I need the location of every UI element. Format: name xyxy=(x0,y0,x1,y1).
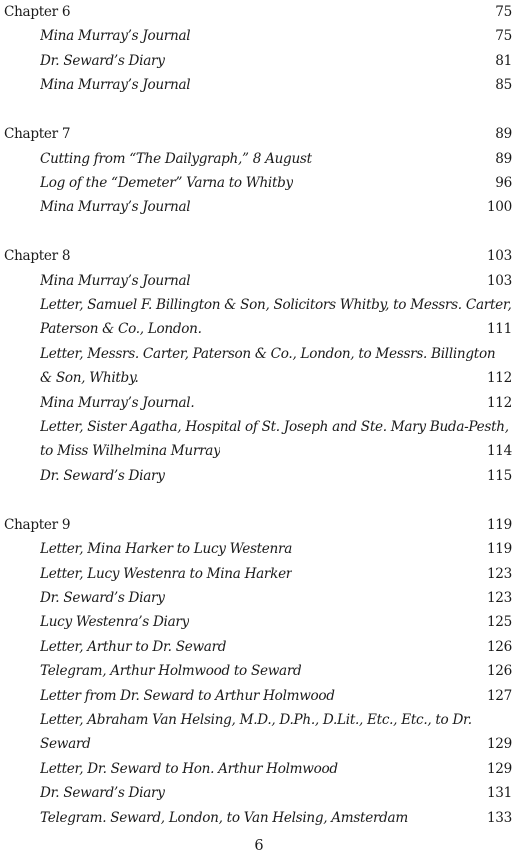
toc-entry-line[interactable] xyxy=(4,659,512,683)
entry-title: Paterson & Co., London. xyxy=(40,321,202,338)
entry-title: Mina Murray’s Journal xyxy=(40,77,191,94)
entry-page: 131 xyxy=(486,785,512,802)
entry-page: 123 xyxy=(486,589,512,606)
entry-page: 114 xyxy=(486,443,512,460)
entry-title: & Son, Whitby. xyxy=(40,370,139,387)
entry-page: 129 xyxy=(486,736,512,753)
entry-title: Letter, Messrs. Carter, Paterson & Co., London, to Messrs. Billington xyxy=(40,345,496,362)
entry-page: 89 xyxy=(495,150,512,167)
entry-title: Telegram. Seward, London, to Van Helsing, Amsterdam xyxy=(40,809,408,826)
entry-title: Mina Murray’s Journal. xyxy=(40,394,195,411)
entry-page: 112 xyxy=(486,370,512,387)
entry-title: to Miss Wilhelmina Murray xyxy=(40,443,221,460)
entry-title: Letter, Dr. Seward to Hon. Arthur Holmwood xyxy=(40,760,338,777)
toc-entry-line[interactable] xyxy=(4,439,512,463)
entry-title: Letter, Lucy Westenra to Mina Harker xyxy=(40,565,293,582)
entry-title: Letter, Samuel F. Billington & Son, Solicitors Whitby, to Messrs. Carter, xyxy=(40,297,512,314)
toc-entry-line[interactable] xyxy=(4,537,512,561)
entry-title: Mina Murray’s Journal xyxy=(40,199,191,216)
toc-entry-line[interactable] xyxy=(4,415,512,439)
toc-entry-line[interactable] xyxy=(4,147,512,171)
chapter-title: Chapter 7 xyxy=(4,126,71,143)
chapter-title: Chapter 8 xyxy=(4,248,71,265)
entry-page: 100 xyxy=(486,199,512,216)
toc-entry-line[interactable] xyxy=(4,562,512,586)
toc-entry-line[interactable] xyxy=(4,342,512,366)
toc-entry-line[interactable] xyxy=(4,366,512,390)
chapter-page: 103 xyxy=(486,248,512,265)
toc-entry-line[interactable] xyxy=(4,635,512,659)
toc-entry-line[interactable] xyxy=(4,269,512,293)
entry-title: Mina Murray’s Journal xyxy=(40,28,191,45)
chapter-page: 89 xyxy=(495,126,512,143)
toc-entry-line[interactable] xyxy=(4,171,512,195)
toc-entry-line[interactable] xyxy=(4,464,512,488)
entry-page: 125 xyxy=(486,614,512,631)
chapter-title: Chapter 9 xyxy=(4,516,71,533)
chapter-block xyxy=(4,244,512,488)
chapter-block xyxy=(4,513,512,830)
page-number: 6 xyxy=(254,838,264,854)
entry-title: Dr. Seward’s Diary xyxy=(40,589,165,606)
entry-title: Letter, Abraham Van Helsing, M.D., D.Ph., D.Lit., Etc., Etc., to Dr. xyxy=(40,711,472,728)
entry-title: Seward xyxy=(40,736,91,753)
entry-page: 115 xyxy=(486,467,512,484)
entry-title: Dr. Seward’s Diary xyxy=(40,467,165,484)
toc-entry-line[interactable] xyxy=(4,757,512,781)
entry-page: 119 xyxy=(486,541,512,558)
entry-title: Letter from Dr. Seward to Arthur Holmwood xyxy=(40,687,335,704)
toc-entry-line[interactable] xyxy=(4,317,512,341)
toc-entry-line[interactable] xyxy=(4,781,512,805)
toc-entry-line[interactable] xyxy=(4,24,512,48)
chapter-page: 75 xyxy=(495,4,512,20)
toc-entry-line[interactable] xyxy=(4,684,512,708)
toc-entry-line[interactable] xyxy=(4,391,512,415)
entry-page: 75 xyxy=(495,28,512,45)
entry-page: 103 xyxy=(486,272,512,289)
chapter-block xyxy=(4,122,512,220)
chapter-heading[interactable] xyxy=(4,244,512,268)
toc-entry-line[interactable] xyxy=(4,806,512,830)
entry-page: 85 xyxy=(495,77,512,94)
entry-title: Letter, Sister Agatha, Hospital of St. Joseph and Ste. Mary Buda-Pesth, xyxy=(40,419,509,436)
entry-page: 81 xyxy=(495,52,512,69)
entry-page: 129 xyxy=(486,760,512,777)
entry-title: Log of the “Demeter” Varna to Whitby xyxy=(40,174,293,191)
toc-entry-line[interactable] xyxy=(4,73,512,97)
toc-entry-line[interactable] xyxy=(4,708,512,732)
toc-entry-line[interactable] xyxy=(4,49,512,73)
entry-title: Dr. Seward’s Diary xyxy=(40,785,165,802)
entry-page: 123 xyxy=(486,565,512,582)
entry-title: Cutting from “The Dailygraph,” 8 August xyxy=(40,150,312,167)
chapter-title: Chapter 6 xyxy=(4,4,71,20)
entry-title: Lucy Westenra’s Diary xyxy=(40,614,189,631)
entry-page: 127 xyxy=(486,687,512,704)
table-of-contents xyxy=(4,0,512,854)
chapter-heading[interactable] xyxy=(4,513,512,537)
toc-entry-line[interactable] xyxy=(4,293,512,317)
entry-page: 111 xyxy=(486,321,512,338)
chapter-block xyxy=(4,0,512,98)
entry-title: Mina Murray’s Journal xyxy=(40,272,191,289)
chapter-heading[interactable] xyxy=(4,122,512,146)
toc-entry-line[interactable] xyxy=(4,586,512,610)
toc-entry-line[interactable] xyxy=(4,610,512,634)
entry-page: 126 xyxy=(486,663,512,680)
chapter-page: 119 xyxy=(486,516,512,533)
entry-page: 133 xyxy=(486,809,512,826)
toc-entry-line[interactable] xyxy=(4,732,512,756)
entry-page: 96 xyxy=(495,174,512,191)
entry-title: Telegram, Arthur Holmwood to Seward xyxy=(40,663,302,680)
entry-page: 126 xyxy=(486,638,512,655)
entry-title: Letter, Mina Harker to Lucy Westenra xyxy=(40,541,293,558)
entry-title: Letter, Arthur to Dr. Seward xyxy=(40,638,227,655)
toc-entry-line[interactable] xyxy=(4,195,512,219)
entry-page: 112 xyxy=(486,394,512,411)
entry-title: Dr. Seward’s Diary xyxy=(40,52,165,69)
chapter-heading[interactable] xyxy=(4,0,512,24)
